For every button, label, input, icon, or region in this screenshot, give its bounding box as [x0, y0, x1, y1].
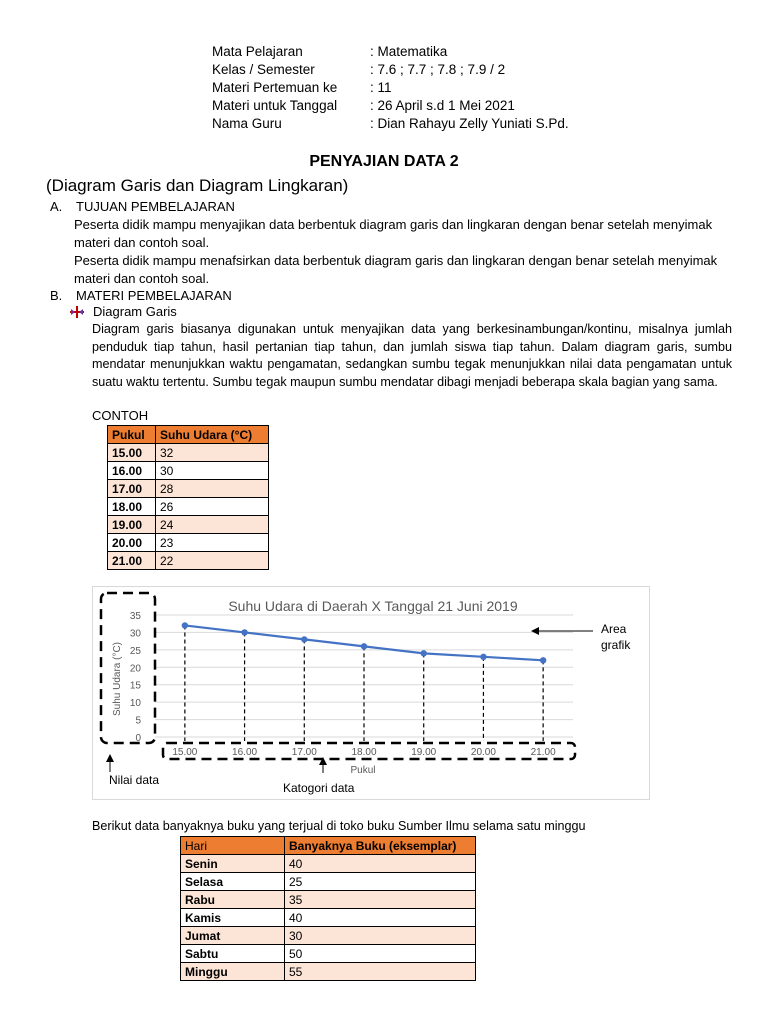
header-key: Mata Pelajaran: [212, 44, 303, 59]
header-key: Materi untuk Tanggal: [212, 98, 338, 113]
header-row: [212, 43, 569, 61]
data-point: [421, 650, 427, 656]
line-chart-container: [92, 586, 650, 800]
table-cell: 30: [156, 462, 269, 480]
header-key: Kelas / Semester: [212, 62, 315, 77]
header-row: [212, 97, 569, 115]
header-info: [212, 43, 569, 133]
y-tick-label: 30: [129, 628, 141, 640]
table-cell: 15.00: [108, 444, 156, 462]
header-value: : Matematika: [370, 44, 448, 59]
chart-title: Suhu Udara di Daerah X Tanggal 21 Juni 2019: [228, 598, 518, 614]
table-cell: 35: [285, 891, 476, 909]
section-letter: B.: [50, 288, 63, 303]
y-tick-label: 5: [135, 715, 141, 727]
x-axis-label: Pukul: [350, 765, 376, 776]
table-cell: 30: [285, 927, 476, 945]
data-point: [241, 629, 247, 635]
book-sales-intro: Berikut data banyaknya buku yang terjual di toko buku Sumber Ilmu selama satu minggu: [92, 819, 586, 833]
header-row: [212, 115, 569, 133]
x-tick-labels: [172, 747, 556, 758]
table-cell: 28: [156, 480, 269, 498]
page-title: PENYAJIAN DATA 2: [309, 153, 459, 170]
table-header-row: [181, 837, 476, 855]
table-row: [181, 945, 476, 963]
table-cell: 22: [156, 552, 269, 570]
section-letter: A.: [50, 199, 63, 214]
table-cell: Minggu: [181, 963, 285, 981]
y-axis-label: Suhu Udara (°C): [112, 641, 123, 717]
table-header-cell: Pukul: [108, 426, 156, 444]
material-paragraph: Diagram garis biasanya digunakan untuk menyajikan data yang berkesinambungan/kontinu, misalnya jumlah penduduk tiap tahun, hasil pertanian tiap tahun, dan jumlah siswa tiap tahun. Dalam diagram garis, sumbu mendatar menunjukkan waktu pengamatan, sedangkan sumbu tegak menunjukkan nilai data pengamatan untuk suatu waktu tertentu. Sumbu tegak maupun sumbu mendatar dibagi menjadi beberapa skala bagian yang sama.: [92, 322, 732, 389]
table-row: [181, 855, 476, 873]
table-cell: 16.00: [108, 462, 156, 480]
bullet-diagram-garis: [69, 304, 177, 319]
table-header-cell: Hari: [181, 837, 285, 855]
table-cell: 40: [285, 909, 476, 927]
header-row: [212, 79, 569, 97]
table-cell: 21.00: [108, 552, 156, 570]
table-cell: 17.00: [108, 480, 156, 498]
objective-paragraph-2: Peserta didik mampu menafsirkan data berbentuk diagram garis dan lingkaran dengan benar setelah menyimak materi dan contoh soal.: [74, 253, 718, 286]
y-tick-label: 15: [129, 680, 141, 692]
section-title: MATERI PEMBELAJARAN: [76, 288, 232, 303]
table-cell: 26: [156, 498, 269, 516]
header-key: Nama Guru: [212, 116, 282, 131]
bullet-label: Diagram Garis: [93, 304, 177, 319]
x-tick-label: 15.00: [172, 747, 198, 758]
table-header-row: [108, 426, 269, 444]
table-row: [181, 963, 476, 981]
table-cell: Selasa: [181, 873, 285, 891]
header-value: : Dian Rahayu Zelly Yuniati S.Pd.: [370, 116, 569, 131]
header-value: : 26 April s.d 1 Mei 2021: [370, 98, 515, 113]
table-cell: Senin: [181, 855, 285, 873]
table-cell: 18.00: [108, 498, 156, 516]
x-tick-label: 18.00: [351, 747, 377, 758]
table-row: [181, 873, 476, 891]
table-cell: 24: [156, 516, 269, 534]
area-annotation: Area grafik: [601, 622, 631, 652]
table-cell: 55: [285, 963, 476, 981]
value-annotation: Nilai data: [109, 773, 160, 787]
table-cell: 40: [285, 855, 476, 873]
section-a-heading: [50, 199, 235, 214]
table-cell: Sabtu: [181, 945, 285, 963]
section-b-heading: [50, 288, 232, 303]
table-cell: Rabu: [181, 891, 285, 909]
x-tick-label: 19.00: [411, 747, 437, 758]
section-title: TUJUAN PEMBELAJARAN: [76, 199, 235, 214]
table-row: [108, 462, 269, 480]
y-tick-labels: [130, 611, 142, 744]
table-row: [108, 552, 269, 570]
objective-paragraph-1: Peserta didik mampu menyajikan data berbentuk diagram garis dan lingkaran dengan benar setelah menyimak materi dan contoh soal.: [74, 217, 713, 250]
line-chart: [93, 587, 651, 801]
table-row: [108, 480, 269, 498]
header-value: : 11: [370, 80, 392, 95]
table-cell: 19.00: [108, 516, 156, 534]
y-tick-label: 20: [129, 663, 141, 675]
temperature-table: [107, 425, 269, 570]
y-tick-label: 10: [129, 698, 141, 710]
y-tick-label: 0: [135, 733, 141, 744]
data-point: [480, 654, 486, 660]
table-header-cell: Suhu Udara (°C): [156, 426, 269, 444]
value-arrow: [100, 752, 120, 774]
category-annotation: Katogori data: [283, 781, 355, 795]
table-row: [108, 498, 269, 516]
example-label: CONTOH: [92, 408, 149, 423]
table-cell: 20.00: [108, 534, 156, 552]
data-point: [182, 622, 188, 628]
header-row: [212, 61, 569, 79]
chart-drop-lines: [185, 625, 543, 741]
x-tick-label: 16.00: [232, 747, 258, 758]
table-row: [108, 516, 269, 534]
table-cell: 25: [285, 873, 476, 891]
header-key: Materi Pertemuan ke: [212, 80, 338, 95]
table-row: [181, 909, 476, 927]
area-arrow-head: [531, 627, 539, 635]
table-row: [181, 891, 476, 909]
x-tick-label: 17.00: [291, 747, 317, 758]
y-tick-label: 25: [129, 645, 141, 657]
data-point: [301, 636, 307, 642]
table-cell: 32: [156, 444, 269, 462]
table-cell: 23: [156, 534, 269, 552]
table-header-cell: Banyaknya Buku (eksemplar): [285, 837, 476, 855]
x-tick-label: 21.00: [530, 747, 556, 758]
book-sales-table: [180, 836, 476, 981]
table-row: [108, 444, 269, 462]
table-cell: Jumat: [181, 927, 285, 945]
table-cell: Kamis: [181, 909, 285, 927]
value-axis-bracket: [101, 593, 155, 743]
table-row: [181, 927, 476, 945]
data-point: [361, 643, 367, 649]
table-row: [108, 534, 269, 552]
data-point: [540, 657, 546, 663]
table-cell: 50: [285, 945, 476, 963]
y-tick-label: 35: [129, 611, 141, 622]
arrow-bullet-icon: [69, 305, 85, 319]
x-tick-label: 20.00: [470, 747, 496, 758]
header-value: : 7.6 ; 7.7 ; 7.8 ; 7.9 / 2: [370, 62, 506, 77]
page-subtitle: (Diagram Garis dan Diagram Lingkaran): [46, 176, 349, 195]
